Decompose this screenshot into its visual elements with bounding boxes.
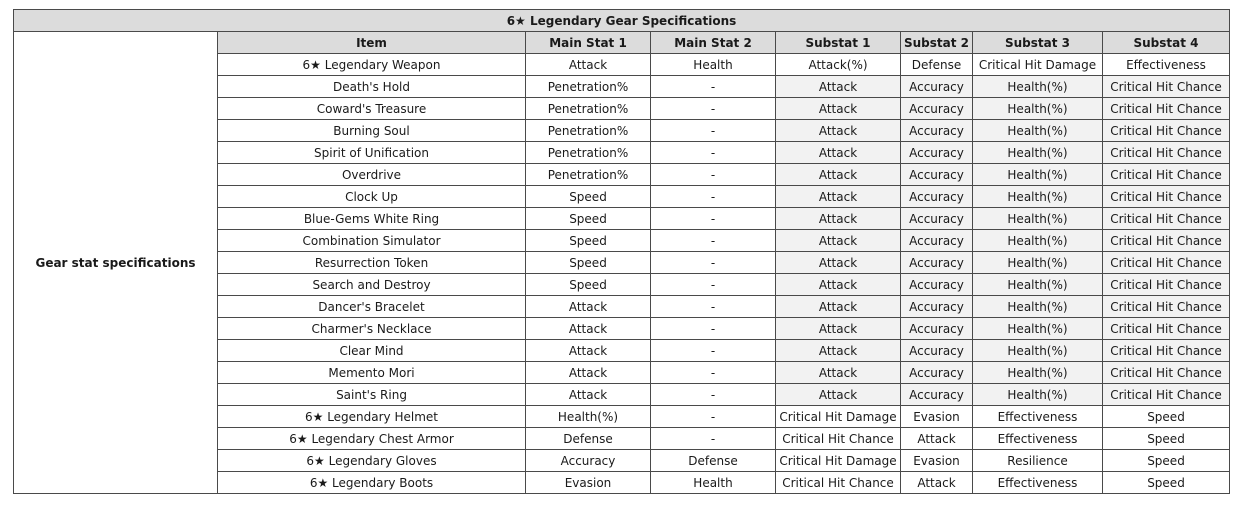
stat-cell: Critical Hit Chance	[1103, 230, 1230, 252]
stat-cell: Speed	[1103, 472, 1230, 494]
stat-cell: Health(%)	[973, 142, 1103, 164]
stat-cell: Critical Hit Chance	[1103, 142, 1230, 164]
column-header: Item	[218, 32, 526, 54]
stat-cell: Attack	[776, 362, 901, 384]
stat-cell: Speed	[526, 252, 651, 274]
stat-cell: Accuracy	[901, 252, 973, 274]
stat-cell: Attack	[776, 230, 901, 252]
stat-cell: Attack	[776, 76, 901, 98]
stat-cell: Attack	[901, 472, 973, 494]
stat-cell: -	[651, 296, 776, 318]
stat-cell: Speed	[526, 274, 651, 296]
column-header: Substat 4	[1103, 32, 1230, 54]
stat-cell: Attack	[526, 384, 651, 406]
stat-cell: Resilience	[973, 450, 1103, 472]
column-header: Substat 1	[776, 32, 901, 54]
stat-cell: Critical Hit Chance	[1103, 340, 1230, 362]
stat-cell: Speed	[526, 230, 651, 252]
column-header: Main Stat 2	[651, 32, 776, 54]
stat-cell: Penetration%	[526, 142, 651, 164]
stat-cell: Attack	[776, 120, 901, 142]
stat-cell: Accuracy	[901, 340, 973, 362]
stat-cell: Health(%)	[973, 164, 1103, 186]
item-name-cell: 6★ Legendary Gloves	[218, 450, 526, 472]
stat-cell: Critical Hit Chance	[776, 428, 901, 450]
stat-cell: Attack	[776, 318, 901, 340]
stat-cell: Critical Hit Chance	[1103, 208, 1230, 230]
stat-cell: Critical Hit Chance	[1103, 98, 1230, 120]
stat-cell: Accuracy	[901, 274, 973, 296]
stat-cell: Penetration%	[526, 120, 651, 142]
item-name-cell: Coward's Treasure	[218, 98, 526, 120]
item-name-cell: Death's Hold	[218, 76, 526, 98]
stat-cell: Health	[651, 472, 776, 494]
stat-cell: -	[651, 76, 776, 98]
stat-cell: Health(%)	[973, 98, 1103, 120]
stat-cell: Attack	[776, 208, 901, 230]
stat-cell: -	[651, 384, 776, 406]
stat-cell: Accuracy	[901, 186, 973, 208]
stat-cell: Health(%)	[973, 318, 1103, 340]
stat-cell: Critical Hit Chance	[1103, 120, 1230, 142]
stat-cell: Attack	[526, 296, 651, 318]
stat-cell: -	[651, 362, 776, 384]
table-body	[14, 32, 1230, 494]
stat-cell: Critical Hit Chance	[1103, 186, 1230, 208]
stat-cell: Health(%)	[973, 230, 1103, 252]
stat-cell: -	[651, 98, 776, 120]
stat-cell: -	[651, 208, 776, 230]
stat-cell: Effectiveness	[1103, 54, 1230, 76]
stat-cell: Health(%)	[526, 406, 651, 428]
stat-cell: Health(%)	[973, 120, 1103, 142]
stat-cell: Attack	[776, 296, 901, 318]
stat-cell: Health(%)	[973, 340, 1103, 362]
stat-cell: Accuracy	[901, 230, 973, 252]
gear-stat-specifications-label: Gear stat specifications	[14, 32, 218, 494]
column-header: Substat 3	[973, 32, 1103, 54]
stat-cell: Attack	[776, 98, 901, 120]
stat-cell: Speed	[526, 208, 651, 230]
stat-cell: Critical Hit Chance	[1103, 76, 1230, 98]
stat-cell: Speed	[1103, 428, 1230, 450]
item-name-cell: Resurrection Token	[218, 252, 526, 274]
stat-cell: Critical Hit Damage	[776, 450, 901, 472]
stat-cell: Penetration%	[526, 164, 651, 186]
stat-cell: Critical Hit Chance	[1103, 318, 1230, 340]
item-name-cell: Charmer's Necklace	[218, 318, 526, 340]
stat-cell: Critical Hit Damage	[776, 406, 901, 428]
stat-cell: Critical Hit Chance	[1103, 384, 1230, 406]
stat-cell: Defense	[651, 450, 776, 472]
stat-cell: Accuracy	[901, 362, 973, 384]
item-name-cell: Combination Simulator	[218, 230, 526, 252]
stat-cell: -	[651, 120, 776, 142]
column-header: Main Stat 1	[526, 32, 651, 54]
stat-cell: Health(%)	[973, 362, 1103, 384]
item-name-cell: 6★ Legendary Weapon	[218, 54, 526, 76]
item-name-cell: Memento Mori	[218, 362, 526, 384]
stat-cell: Effectiveness	[973, 472, 1103, 494]
stat-cell: Accuracy	[901, 318, 973, 340]
stat-cell: Penetration%	[526, 98, 651, 120]
stat-cell: -	[651, 406, 776, 428]
stat-cell: Health(%)	[973, 76, 1103, 98]
stat-cell: Critical Hit Chance	[1103, 296, 1230, 318]
item-name-cell: Overdrive	[218, 164, 526, 186]
stat-cell: Attack	[776, 186, 901, 208]
stat-cell: -	[651, 186, 776, 208]
item-name-cell: 6★ Legendary Helmet	[218, 406, 526, 428]
stat-cell: Attack	[776, 274, 901, 296]
stat-cell: Health(%)	[973, 296, 1103, 318]
stat-cell: Accuracy	[901, 120, 973, 142]
item-name-cell: Burning Soul	[218, 120, 526, 142]
title-row	[14, 10, 1230, 32]
item-name-cell: 6★ Legendary Chest Armor	[218, 428, 526, 450]
stat-cell: Evasion	[901, 406, 973, 428]
stat-cell: Critical Hit Chance	[1103, 252, 1230, 274]
stat-cell: Accuracy	[901, 296, 973, 318]
stat-cell: Defense	[901, 54, 973, 76]
stat-cell: Attack	[776, 384, 901, 406]
stat-cell: Speed	[1103, 450, 1230, 472]
stat-cell: Critical Hit Damage	[973, 54, 1103, 76]
stat-cell: Effectiveness	[973, 406, 1103, 428]
item-name-cell: 6★ Legendary Boots	[218, 472, 526, 494]
stat-cell: Attack	[776, 142, 901, 164]
stat-cell: Health	[651, 54, 776, 76]
stat-cell: Attack	[901, 428, 973, 450]
stat-cell: Accuracy	[526, 450, 651, 472]
stat-cell: Critical Hit Chance	[1103, 274, 1230, 296]
item-name-cell: Saint's Ring	[218, 384, 526, 406]
item-name-cell: Search and Destroy	[218, 274, 526, 296]
stat-cell: -	[651, 340, 776, 362]
stat-cell: Evasion	[526, 472, 651, 494]
stat-cell: Accuracy	[901, 384, 973, 406]
stat-cell: -	[651, 252, 776, 274]
item-name-cell: Clock Up	[218, 186, 526, 208]
stat-cell: Health(%)	[973, 208, 1103, 230]
stat-cell: -	[651, 274, 776, 296]
stat-cell: Accuracy	[901, 208, 973, 230]
stat-cell: Defense	[526, 428, 651, 450]
item-name-cell: Spirit of Unification	[218, 142, 526, 164]
stat-cell: -	[651, 142, 776, 164]
stat-cell: Health(%)	[973, 252, 1103, 274]
table-title: 6★ Legendary Gear Specifications	[14, 10, 1230, 32]
gear-spec-table	[13, 9, 1230, 494]
stat-cell: Accuracy	[901, 142, 973, 164]
gear-spec-container	[13, 9, 1229, 494]
stat-cell: Accuracy	[901, 164, 973, 186]
stat-cell: Health(%)	[973, 186, 1103, 208]
stat-cell: -	[651, 230, 776, 252]
column-header: Substat 2	[901, 32, 973, 54]
stat-cell: Penetration%	[526, 76, 651, 98]
stat-cell: Speed	[526, 186, 651, 208]
stat-cell: Critical Hit Chance	[1103, 362, 1230, 384]
stat-cell: Attack	[776, 252, 901, 274]
item-name-cell: Dancer's Bracelet	[218, 296, 526, 318]
stat-cell: Attack(%)	[776, 54, 901, 76]
stat-cell: Attack	[776, 164, 901, 186]
stat-cell: -	[651, 318, 776, 340]
item-name-cell: Clear Mind	[218, 340, 526, 362]
stat-cell: Evasion	[901, 450, 973, 472]
stat-cell: -	[651, 164, 776, 186]
stat-cell: Accuracy	[901, 98, 973, 120]
stat-cell: Health(%)	[973, 384, 1103, 406]
stat-cell: Attack	[526, 340, 651, 362]
column-header-row	[14, 32, 1230, 54]
item-name-cell: Blue-Gems White Ring	[218, 208, 526, 230]
stat-cell: Accuracy	[901, 76, 973, 98]
stat-cell: Critical Hit Chance	[776, 472, 901, 494]
stat-cell: Critical Hit Chance	[1103, 164, 1230, 186]
stat-cell: Attack	[776, 340, 901, 362]
stat-cell: Attack	[526, 318, 651, 340]
stat-cell: -	[651, 428, 776, 450]
stat-cell: Speed	[1103, 406, 1230, 428]
stat-cell: Attack	[526, 54, 651, 76]
stat-cell: Health(%)	[973, 274, 1103, 296]
stat-cell: Effectiveness	[973, 428, 1103, 450]
stat-cell: Attack	[526, 362, 651, 384]
